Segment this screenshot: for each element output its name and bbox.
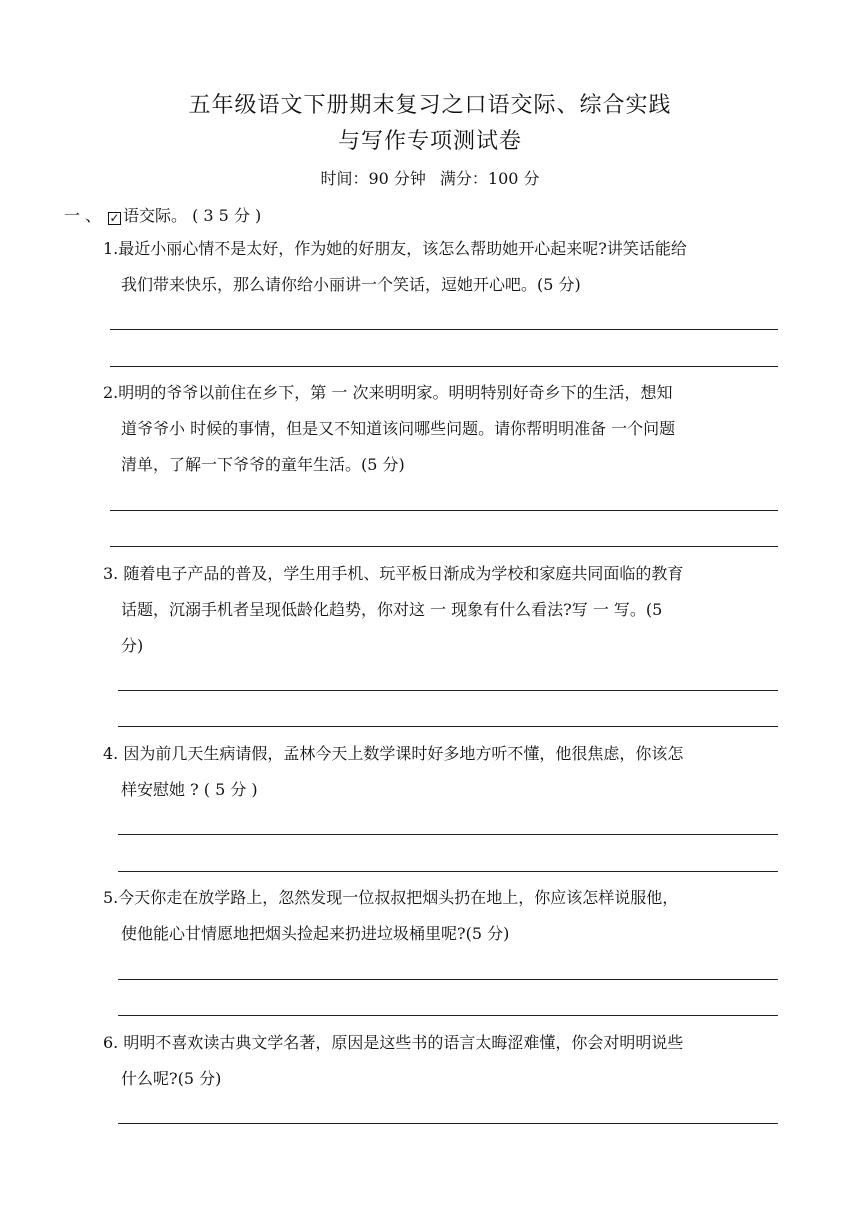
question-2-line-2: 道爷爷小 时候的事情，但是又不知道该问哪些问题。请你帮明明准备 一个问题 (121, 419, 676, 438)
question-2-line-1: 2.明明的爷爷以前住在乡下，第 一 次来明明家。明明特别好奇乡下的生活，想知 (103, 383, 673, 402)
exam-meta (0, 166, 860, 189)
question-3-line-3: 分) (121, 636, 144, 655)
question-1-line-2: 我们带来快乐，那么请你给小丽讲一个笑话，逗她开心吧。(5 分) (121, 275, 581, 294)
question-4 (103, 736, 683, 808)
question-6 (103, 1025, 683, 1097)
time-label: 时间：90 分钟 (320, 169, 426, 188)
answer-line[interactable] (118, 1123, 778, 1124)
answer-line[interactable] (118, 1015, 778, 1016)
question-5-line-2: 使他能心甘情愿地把烟头捡起来扔进垃圾桶里呢?(5 分) (121, 924, 510, 943)
page-title-line-2: 与写作专项测试卷 (337, 129, 522, 154)
answer-line[interactable] (110, 329, 778, 330)
score-label: 满分：100 分 (439, 169, 540, 188)
answer-line[interactable] (118, 834, 778, 835)
answer-line[interactable] (118, 690, 778, 691)
answer-line[interactable] (118, 871, 778, 872)
question-1 (103, 231, 687, 303)
question-4-line-2: 样安慰她 ? ( 5 分 ) (121, 780, 258, 799)
section-number: 一 、 (64, 206, 102, 225)
checkbox-icon: ✓ (109, 211, 120, 225)
question-5 (103, 880, 678, 952)
section-title: 语交际。 ( 3 5 分 ) (123, 206, 262, 225)
question-6-line-1: 6. 明明不喜欢读古典文学名著，原因是这些书的语言太晦涩难懂，你会对明明说些 (103, 1033, 684, 1052)
question-2 (103, 375, 675, 483)
answer-line[interactable] (110, 510, 778, 511)
question-4-line-1: 4. 因为前几天生病请假，孟林今天上数学课时好多地方听不懂，他很焦虑，你该怎 (103, 744, 684, 763)
answer-line[interactable] (118, 979, 778, 980)
answer-line[interactable] (110, 546, 778, 547)
question-3-line-2: 话题，沉溺手机者呈现低龄化趋势，你对这 一 现象有什么看法?写 一 写。(5 (121, 600, 663, 619)
page-title-line-1: 五年级语文下册期末复习之口语交际、综合实践 (188, 93, 672, 118)
answer-line[interactable] (110, 366, 778, 367)
question-3-line-1: 3. 随着电子产品的普及，学生用手机、玩平板日渐成为学校和家庭共同面临的教育 (103, 564, 684, 583)
question-5-line-1: 5.今天你走在放学路上，忽然发现一位叔叔把烟头扔在地上，你应该怎样说服他， (103, 888, 679, 907)
question-2-line-3: 清单，了解一下爷爷的童年生活。(5 分) (121, 455, 405, 474)
section-heading (64, 203, 261, 226)
answer-line[interactable] (118, 726, 778, 727)
question-6-line-2: 什么呢?(5 分) (121, 1069, 222, 1088)
question-1-line-1: 1.最近小丽心情不是太好，作为她的好朋友，该怎么帮助她开心起来呢?讲笑话能给 (103, 239, 687, 258)
question-3 (103, 556, 683, 664)
